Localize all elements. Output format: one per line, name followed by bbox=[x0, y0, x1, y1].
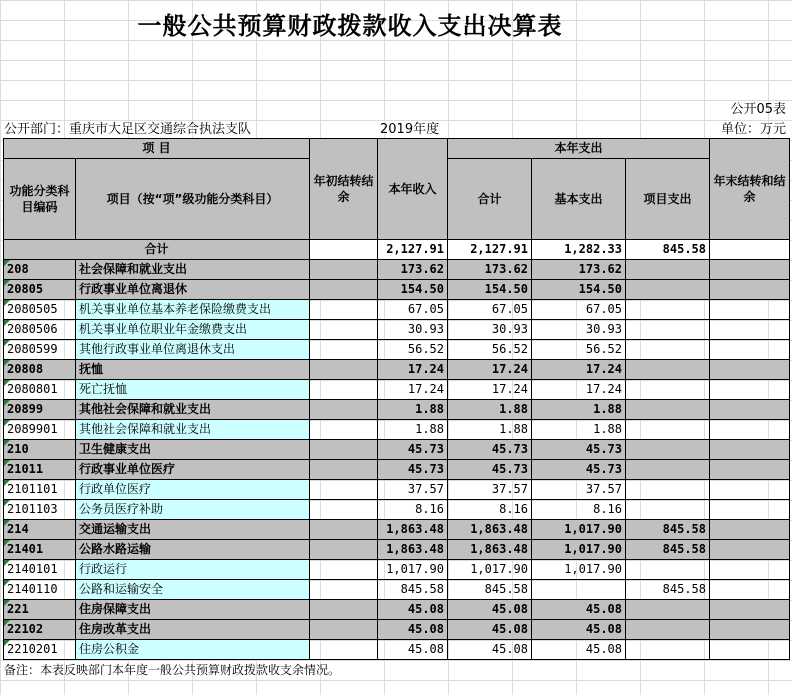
row-total: 37.57 bbox=[448, 480, 532, 500]
row-begin bbox=[310, 300, 378, 320]
row-project: 845.58 bbox=[626, 540, 710, 560]
row-project bbox=[626, 600, 710, 620]
row-income: 1,863.48 bbox=[378, 540, 448, 560]
row-basic: 45.08 bbox=[532, 640, 626, 660]
total-end bbox=[710, 240, 790, 260]
row-end bbox=[710, 360, 790, 380]
row-income: 30.93 bbox=[378, 320, 448, 340]
row-basic: 1.88 bbox=[532, 400, 626, 420]
row-income: 67.05 bbox=[378, 300, 448, 320]
header-total: 合计 bbox=[448, 159, 532, 240]
row-total: 1,863.48 bbox=[448, 520, 532, 540]
row-name: 社会保障和就业支出 bbox=[76, 260, 310, 280]
row-begin bbox=[310, 320, 378, 340]
row-income: 173.62 bbox=[378, 260, 448, 280]
row-end bbox=[710, 440, 790, 460]
row-project bbox=[626, 320, 710, 340]
row-basic: 173.62 bbox=[532, 260, 626, 280]
row-name: 住房改革支出 bbox=[76, 620, 310, 640]
total-row bbox=[4, 240, 790, 260]
row-begin bbox=[310, 620, 378, 640]
row-name: 死亡抚恤 bbox=[76, 380, 310, 400]
row-project bbox=[626, 500, 710, 520]
total-begin bbox=[310, 240, 378, 260]
department-label: 公开部门：重庆市大足区交通综合执法支队 bbox=[4, 122, 252, 137]
row-begin bbox=[310, 580, 378, 600]
row-name: 机关事业单位基本养老保险缴费支出 bbox=[76, 300, 310, 320]
table-row bbox=[4, 260, 790, 280]
row-end bbox=[710, 520, 790, 540]
row-name: 住房公积金 bbox=[76, 640, 310, 660]
row-end bbox=[710, 420, 790, 440]
table-row bbox=[4, 380, 790, 400]
header-row-top bbox=[4, 139, 790, 159]
row-name: 其他社会保障和就业支出 bbox=[76, 420, 310, 440]
table-row bbox=[4, 600, 790, 620]
row-income: 37.57 bbox=[378, 480, 448, 500]
row-basic: 37.57 bbox=[532, 480, 626, 500]
table-row bbox=[4, 520, 790, 540]
table-row bbox=[4, 360, 790, 380]
row-project bbox=[626, 620, 710, 640]
row-total: 173.62 bbox=[448, 260, 532, 280]
row-end bbox=[710, 380, 790, 400]
row-project bbox=[626, 480, 710, 500]
row-end bbox=[710, 640, 790, 660]
table-row bbox=[4, 560, 790, 580]
row-project: 845.58 bbox=[626, 520, 710, 540]
row-total: 67.05 bbox=[448, 300, 532, 320]
table-row bbox=[4, 280, 790, 300]
row-begin bbox=[310, 600, 378, 620]
row-name: 公路和运输安全 bbox=[76, 580, 310, 600]
row-income: 45.08 bbox=[378, 600, 448, 620]
row-total: 1,017.90 bbox=[448, 560, 532, 580]
row-code: 214 bbox=[4, 520, 76, 540]
row-basic: 8.16 bbox=[532, 500, 626, 520]
row-basic: 45.08 bbox=[532, 600, 626, 620]
row-total: 8.16 bbox=[448, 500, 532, 520]
row-total: 45.73 bbox=[448, 460, 532, 480]
row-code: 2140110 bbox=[4, 580, 76, 600]
row-income: 17.24 bbox=[378, 360, 448, 380]
budget-table bbox=[3, 138, 790, 660]
row-project bbox=[626, 560, 710, 580]
row-total: 1.88 bbox=[448, 400, 532, 420]
row-basic: 1,017.90 bbox=[532, 540, 626, 560]
row-name: 其他行政事业单位离退休支出 bbox=[76, 340, 310, 360]
row-income: 45.73 bbox=[378, 440, 448, 460]
row-code: 20805 bbox=[4, 280, 76, 300]
row-code: 21401 bbox=[4, 540, 76, 560]
row-basic: 154.50 bbox=[532, 280, 626, 300]
table-row bbox=[4, 440, 790, 460]
table-row bbox=[4, 540, 790, 560]
row-end bbox=[710, 500, 790, 520]
row-total: 1.88 bbox=[448, 420, 532, 440]
header-basic: 基本支出 bbox=[532, 159, 626, 240]
row-basic: 45.73 bbox=[532, 460, 626, 480]
row-code: 2101103 bbox=[4, 500, 76, 520]
row-begin bbox=[310, 460, 378, 480]
row-income: 8.16 bbox=[378, 500, 448, 520]
row-name: 卫生健康支出 bbox=[76, 440, 310, 460]
total-income: 2,127.91 bbox=[378, 240, 448, 260]
row-project: 845.58 bbox=[626, 580, 710, 600]
row-income: 1,863.48 bbox=[378, 520, 448, 540]
total-expense: 2,127.91 bbox=[448, 240, 532, 260]
row-project bbox=[626, 440, 710, 460]
row-income: 56.52 bbox=[378, 340, 448, 360]
row-code: 2140101 bbox=[4, 560, 76, 580]
table-row bbox=[4, 580, 790, 600]
row-income: 1.88 bbox=[378, 420, 448, 440]
row-name: 行政事业单位离退休 bbox=[76, 280, 310, 300]
row-begin bbox=[310, 380, 378, 400]
row-total: 45.08 bbox=[448, 640, 532, 660]
row-begin bbox=[310, 480, 378, 500]
row-income: 1.88 bbox=[378, 400, 448, 420]
row-code: 2080506 bbox=[4, 320, 76, 340]
row-begin bbox=[310, 500, 378, 520]
row-total: 17.24 bbox=[448, 360, 532, 380]
row-total: 45.08 bbox=[448, 620, 532, 640]
row-code: 2080801 bbox=[4, 380, 76, 400]
row-code: 221 bbox=[4, 600, 76, 620]
row-end bbox=[710, 280, 790, 300]
row-basic: 1.88 bbox=[532, 420, 626, 440]
row-basic: 56.52 bbox=[532, 340, 626, 360]
row-end bbox=[710, 340, 790, 360]
footnote: 备注：本表反映部门本年度一般公共预算财政拨款收支余情况。 bbox=[4, 663, 341, 677]
row-project bbox=[626, 640, 710, 660]
table-row bbox=[4, 480, 790, 500]
row-name: 住房保障支出 bbox=[76, 600, 310, 620]
row-total: 17.24 bbox=[448, 380, 532, 400]
header-end-balance: 年末结转和结余 bbox=[710, 139, 790, 240]
table-row bbox=[4, 460, 790, 480]
row-code: 208 bbox=[4, 260, 76, 280]
row-income: 1,017.90 bbox=[378, 560, 448, 580]
unit-label: 单位：万元 bbox=[720, 122, 786, 137]
table-row bbox=[4, 340, 790, 360]
row-end bbox=[710, 300, 790, 320]
header-project: 项目支出 bbox=[626, 159, 710, 240]
table-row bbox=[4, 300, 790, 320]
row-total: 45.08 bbox=[448, 600, 532, 620]
row-name: 行政运行 bbox=[76, 560, 310, 580]
row-income: 45.73 bbox=[378, 460, 448, 480]
row-total: 56.52 bbox=[448, 340, 532, 360]
row-project bbox=[626, 260, 710, 280]
table-row bbox=[4, 620, 790, 640]
row-begin bbox=[310, 640, 378, 660]
row-basic: 30.93 bbox=[532, 320, 626, 340]
row-basic: 45.08 bbox=[532, 620, 626, 640]
row-code: 2080599 bbox=[4, 340, 76, 360]
table-row bbox=[4, 420, 790, 440]
header-name: 项目（按“项”级功能分类科目） bbox=[76, 159, 310, 240]
row-begin bbox=[310, 540, 378, 560]
row-code: 21011 bbox=[4, 460, 76, 480]
row-end bbox=[710, 620, 790, 640]
row-project bbox=[626, 460, 710, 480]
row-income: 45.08 bbox=[378, 640, 448, 660]
row-project bbox=[626, 380, 710, 400]
total-basic: 1,282.33 bbox=[532, 240, 626, 260]
row-code: 2101101 bbox=[4, 480, 76, 500]
row-project bbox=[626, 280, 710, 300]
table-row bbox=[4, 500, 790, 520]
fiscal-year: 2019年度 bbox=[380, 122, 440, 137]
row-begin bbox=[310, 400, 378, 420]
row-name: 公务员医疗补助 bbox=[76, 500, 310, 520]
row-end bbox=[710, 320, 790, 340]
row-begin bbox=[310, 360, 378, 380]
row-total: 45.73 bbox=[448, 440, 532, 460]
total-project: 845.58 bbox=[626, 240, 710, 260]
row-end bbox=[710, 540, 790, 560]
row-basic: 45.73 bbox=[532, 440, 626, 460]
row-basic: 67.05 bbox=[532, 300, 626, 320]
header-expense-group: 本年支出 bbox=[448, 139, 710, 159]
row-project bbox=[626, 400, 710, 420]
row-begin bbox=[310, 280, 378, 300]
row-project bbox=[626, 300, 710, 320]
row-end bbox=[710, 400, 790, 420]
row-begin bbox=[310, 260, 378, 280]
row-code: 20808 bbox=[4, 360, 76, 380]
row-project bbox=[626, 360, 710, 380]
row-total: 845.58 bbox=[448, 580, 532, 600]
row-begin bbox=[310, 340, 378, 360]
row-begin bbox=[310, 560, 378, 580]
row-basic: 1,017.90 bbox=[532, 560, 626, 580]
row-end bbox=[710, 260, 790, 280]
row-income: 845.58 bbox=[378, 580, 448, 600]
row-income: 154.50 bbox=[378, 280, 448, 300]
row-end bbox=[710, 600, 790, 620]
table-row bbox=[4, 320, 790, 340]
header-code: 功能分类科目编码 bbox=[4, 159, 76, 240]
row-begin bbox=[310, 440, 378, 460]
header-income: 本年收入 bbox=[378, 139, 448, 240]
row-end bbox=[710, 560, 790, 580]
row-total: 1,863.48 bbox=[448, 540, 532, 560]
table-row bbox=[4, 640, 790, 660]
row-code: 2210201 bbox=[4, 640, 76, 660]
row-name: 公路水路运输 bbox=[76, 540, 310, 560]
header-begin-balance: 年初结转结余 bbox=[310, 139, 378, 240]
row-code: 2080505 bbox=[4, 300, 76, 320]
row-project bbox=[626, 420, 710, 440]
row-basic bbox=[532, 580, 626, 600]
row-begin bbox=[310, 420, 378, 440]
row-name: 机关事业单位职业年金缴费支出 bbox=[76, 320, 310, 340]
row-name: 行政单位医疗 bbox=[76, 480, 310, 500]
row-end bbox=[710, 480, 790, 500]
row-project bbox=[626, 340, 710, 360]
total-label: 合计 bbox=[4, 240, 310, 260]
row-begin bbox=[310, 520, 378, 540]
form-number: 公开05表 bbox=[730, 102, 786, 117]
row-code: 22102 bbox=[4, 620, 76, 640]
row-income: 45.08 bbox=[378, 620, 448, 640]
row-basic: 1,017.90 bbox=[532, 520, 626, 540]
report-title: 一般公共预算财政拨款收入支出决算表 bbox=[137, 12, 563, 40]
header-item: 项 目 bbox=[4, 139, 310, 159]
row-name: 行政事业单位医疗 bbox=[76, 460, 310, 480]
row-total: 30.93 bbox=[448, 320, 532, 340]
row-basic: 17.24 bbox=[532, 380, 626, 400]
row-total: 154.50 bbox=[448, 280, 532, 300]
row-code: 2089901 bbox=[4, 420, 76, 440]
row-basic: 17.24 bbox=[532, 360, 626, 380]
table-row bbox=[4, 400, 790, 420]
row-code: 20899 bbox=[4, 400, 76, 420]
row-end bbox=[710, 460, 790, 480]
row-name: 其他社会保障和就业支出 bbox=[76, 400, 310, 420]
row-income: 17.24 bbox=[378, 380, 448, 400]
row-end bbox=[710, 580, 790, 600]
row-name: 抚恤 bbox=[76, 360, 310, 380]
row-name: 交通运输支出 bbox=[76, 520, 310, 540]
row-code: 210 bbox=[4, 440, 76, 460]
